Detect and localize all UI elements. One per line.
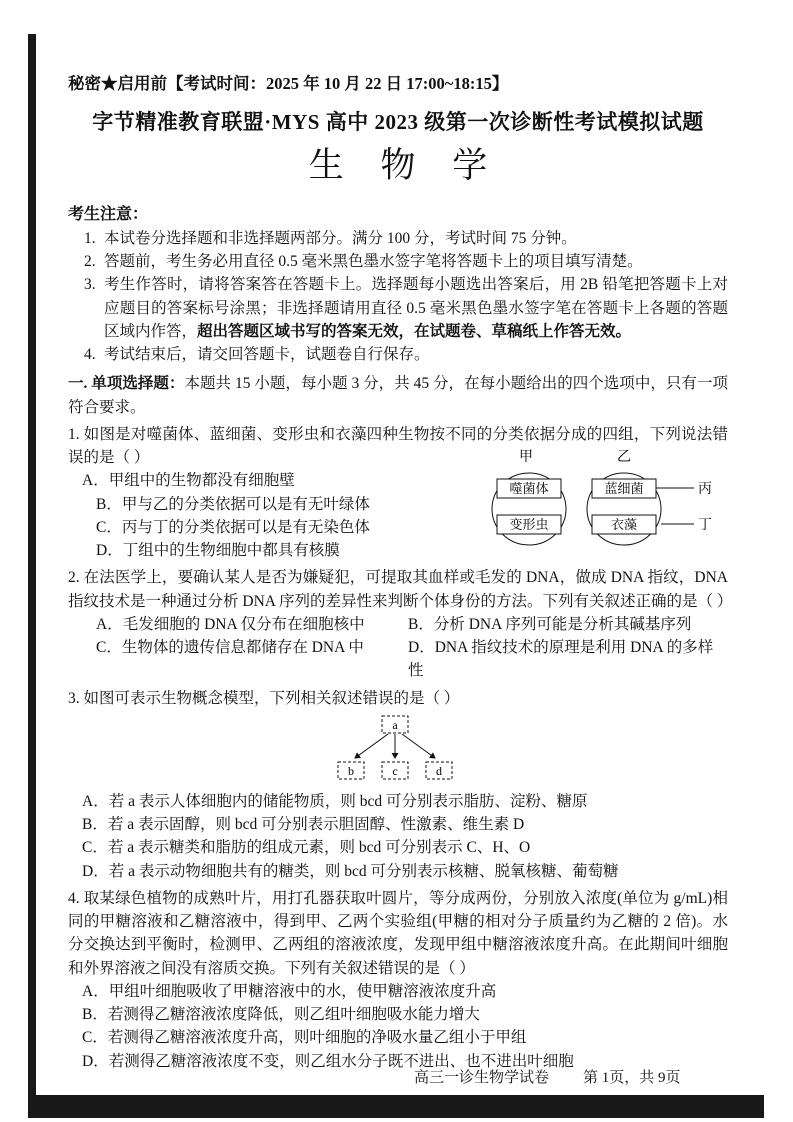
notice-text-bold: 超出答题区域书写的答案无效，在试题卷、草稿纸上作答无效。 — [197, 322, 632, 340]
figure-label-yi: 乙 — [617, 449, 631, 465]
classification-figure-svg — [484, 449, 724, 553]
notice-text: 考生作答时，请将答案答在答题卡上。选择题每小题选出答案后，用 2B 铅笔把答题卡上对应题目的答案标号涂黑；非选择题请用直径 0.5 毫米黑色墨水签字笔在答题卡上各题的答题区域内作答， — [104, 276, 728, 340]
model-node-b: b — [348, 763, 354, 778]
notice-number: 2. — [84, 253, 96, 270]
section-desc: 本题共 15 小题，每小题 3 分，共 45 分，在每小题给出的四个选项中，只有一项符合要求。 — [68, 375, 728, 416]
option-line: D．丁组中的生物细胞中都具有核膜 — [96, 542, 340, 559]
subject-title: 生 物 学 — [308, 146, 502, 186]
question-stem: 3. 如图可表示生物概念模型，下列相关叙述错误的是（ ） — [68, 689, 460, 707]
option-line: C．若 a 表示糖类和脂肪的组成元素，则 bcd 可分别表示 C、H、O — [82, 839, 531, 857]
option-line: A．若 a 表示人体细胞内的储能物质，则 bcd 可分别表示脂肪、淀粉、糖原 — [82, 792, 588, 810]
option-line: A．甲组中的生物都没有细胞壁 — [82, 472, 295, 490]
question-3 — [68, 687, 728, 883]
footer-paper-name: 高三一诊生物学试卷 — [414, 1070, 550, 1086]
question-2 — [68, 566, 733, 682]
notice-text: 答题前，考生务必用直径 0.5 毫米黑色墨水签字笔将答题卡上的项目填写清楚。 — [104, 253, 643, 270]
footer-page-number: 第 1页，共 9页 — [583, 1070, 681, 1086]
option-line: C．生物体的遗传信息都储存在 DNA 中 — [96, 639, 364, 656]
model-node-a: a — [392, 717, 398, 732]
question-stem: 1. 如图是对噬菌体、蓝细菌、变形虫和衣藻四种生物按不同的分类依据分成的四组，下列说法错误的是（ ） — [68, 425, 728, 466]
figure-label-ding: 丁 — [698, 517, 712, 533]
notice-item — [68, 250, 728, 273]
figure-cell-cyanobacteria: 蓝细菌 — [604, 480, 644, 496]
option-line: B．甲与乙的分类依据可以是有无叶绿体 — [96, 495, 370, 513]
option-line: C．丙与丁的分类依据可以是有无染色体 — [96, 518, 370, 536]
notice-item — [68, 343, 728, 366]
option-line: D．若 a 表示动物细胞共有的糖类，则 bcd 可分别表示核糖、脱氧核糖、葡萄糖 — [82, 862, 619, 880]
secrecy-line: 秘密★启用前【考试时间：2025 年 10 月 22 日 17:00~18:15】 — [68, 74, 509, 93]
section-label: 一. 单项选择题： — [68, 375, 185, 393]
page-content — [68, 72, 733, 1073]
option-line: A．毛发细胞的 DNA 仅分布在细胞核中 — [96, 615, 365, 633]
figure-label-jia: 甲 — [519, 449, 533, 465]
notice-text: 考试结束后，请交回答题卡，试题卷自行保存。 — [104, 346, 430, 363]
notice-text: 本试卷分选择题和非选择题两部分。满分 100 分，考试时间 75 分钟。 — [104, 229, 577, 247]
classification-figure — [484, 449, 724, 560]
option-line: B．若测得乙糖溶液浓度降低，则乙组叶细胞吸水能力增大 — [82, 1006, 480, 1023]
notice-item — [68, 227, 728, 250]
option-line: B．若 a 表示固醇，则 bcd 可分别表示胆固醇、性激素、维生素 D — [82, 816, 525, 833]
section-heading — [68, 372, 728, 419]
option-line: D．若测得乙糖溶液浓度不变，则乙组水分子既不进出、也不进出叶细胞 — [82, 1052, 574, 1070]
option-line: C．若测得乙糖溶液浓度升高，则叶细胞的净吸水量乙组小于甲组 — [82, 1029, 527, 1047]
scan-edge-left — [28, 34, 36, 1100]
notice-number: 3. — [84, 276, 96, 294]
concept-model-figure-svg — [330, 714, 460, 788]
option-line: D．DNA 指纹技术的原理是利用 DNA 的多样性 — [408, 639, 714, 680]
question-stem: 2. 在法医学上，要确认某人是否为嫌疑犯，可提取其血样或毛发的 DNA，做成 DNA 指纹，DNA 指纹技术是一种通过分析 DNA 序列的差异性来判断个体身份的方法。下列有关叙述正确的是（ ） — [68, 569, 733, 610]
notice-heading: 考生注意： — [68, 205, 149, 223]
question-stem: 4. 取某绿色植物的成熟叶片，用打孔器获取叶圆片，等分成两份，分别放入浓度(单位为 g/mL)相同的甲糖溶液和乙糖溶液中，得到甲、乙两个实验组(甲糖的相对分子质量约为乙糖的 2 倍)。水分交换达到平衡时，检测甲、乙两组的溶液浓度，发现甲组中糖溶液浓度升高。在此期间叶细胞和外界溶液之间没有溶质交换。下列有关叙述错误的是（ ） — [68, 889, 728, 977]
question-1 — [68, 423, 728, 563]
notice-number: 4. — [84, 346, 96, 363]
concept-model-figure — [330, 714, 460, 788]
page-footer — [414, 1066, 681, 1087]
model-node-d: d — [436, 763, 442, 778]
figure-label-bing: 丙 — [698, 481, 712, 497]
option-grid — [68, 613, 728, 683]
exam-title: 字节精准教育联盟·MYS 高中 2023 级第一次诊断性考试模拟试题 — [92, 109, 704, 134]
option-line: A．甲组叶细胞吸收了甲糖溶液中的水，使甲糖溶液浓度升高 — [82, 982, 497, 1000]
scan-edge-bottom — [28, 1095, 764, 1118]
question-4 — [68, 887, 728, 1073]
figure-cell-amoeba: 变形虫 — [509, 516, 549, 532]
notice-item — [68, 273, 728, 343]
notice-number: 1. — [84, 229, 96, 247]
option-line: B．分析 DNA 序列可能是分析其碱基序列 — [408, 615, 692, 633]
figure-cell-phage: 噬菌体 — [509, 480, 549, 496]
figure-cell-chlamydomonas: 衣藻 — [610, 516, 638, 532]
model-node-c: c — [392, 763, 398, 778]
